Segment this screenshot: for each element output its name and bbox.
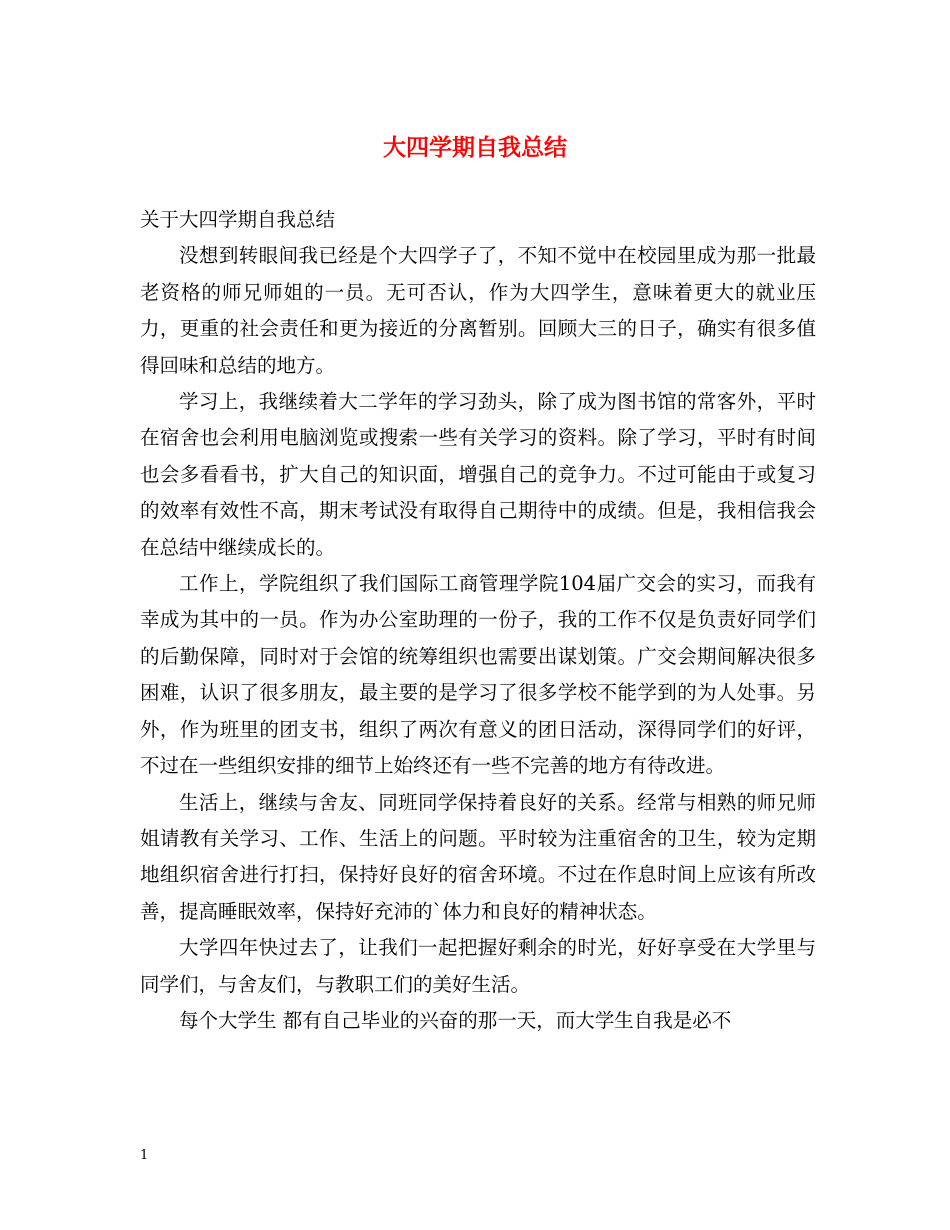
paragraph-life: 生活上，继续与舍友、同班同学保持着良好的关系。经常与相熟的师兄师姐请教有关学习、工作、生活上的问题。平时较为注重宿舍的卫生，较为定期地组织宿舍进行打扫，保持好良好的宿舍环境。不过在作息时间上应该有所改善，提高睡眠效率，保持好充沛的`体力和良好的精神状态。: [140, 790, 816, 923]
paragraph-study: 学习上，我继续着大二学年的学习劲头，除了成为图书馆的常客外，平时在宿舍也会利用电脑浏览或搜索一些有关学习的资料。除了学习，平时有时间也会多看看书，扩大自己的知识面，增强自己的竞争力。不过可能由于或复习的效率有效性不高，期末考试没有取得自己期待中的成绩。但是，我相信我会在总结中继续成长的。: [140, 390, 816, 559]
paragraph-work: 工作上，学院组织了我们国际工商管理学院104届广交会的实习，而我有幸成为其中的一员。作为办公室助理的一份子，我的工作不仅是负责好同学们的后勤保障，同时对于会馆的统筹组织也需要出谋划策。广交会期间解决很多困难，认识了很多朋友，最主要的是学习了很多学校不能学到的为人处事。另外，作为班里的团支书，组织了两次有意义的团日活动，深得同学们的好评，不过在一些组织安排的细节上始终还有一些不完善的地方有待改进。: [140, 572, 816, 778]
document-body: [140, 202, 816, 1039]
page-number: 1: [140, 1148, 149, 1163]
document-subtitle: 关于大四学期自我总结: [140, 208, 336, 231]
paragraph-closing: 大学四年快过去了，让我们一起把握好剩余的时光，好好享受在大学里与同学们，与舍友们，与教职工们的美好生活。: [140, 936, 816, 996]
paragraph-continuation: 每个大学生 都有自己毕业的兴奋的那一天，而大学生自我是必不: [179, 1008, 732, 1032]
document-title: 大四学期自我总结: [383, 134, 567, 161]
paragraph-intro: 没想到转眼间我已经是个大四学子了，不知不觉中在校园里成为那一批最老资格的师兄师姐的一员。无可否认，作为大四学生，意味着更大的就业压力，更重的社会责任和更为接近的分离暂别。回顾大三的日子，确实有很多值得回味和总结的地方。: [140, 244, 816, 377]
